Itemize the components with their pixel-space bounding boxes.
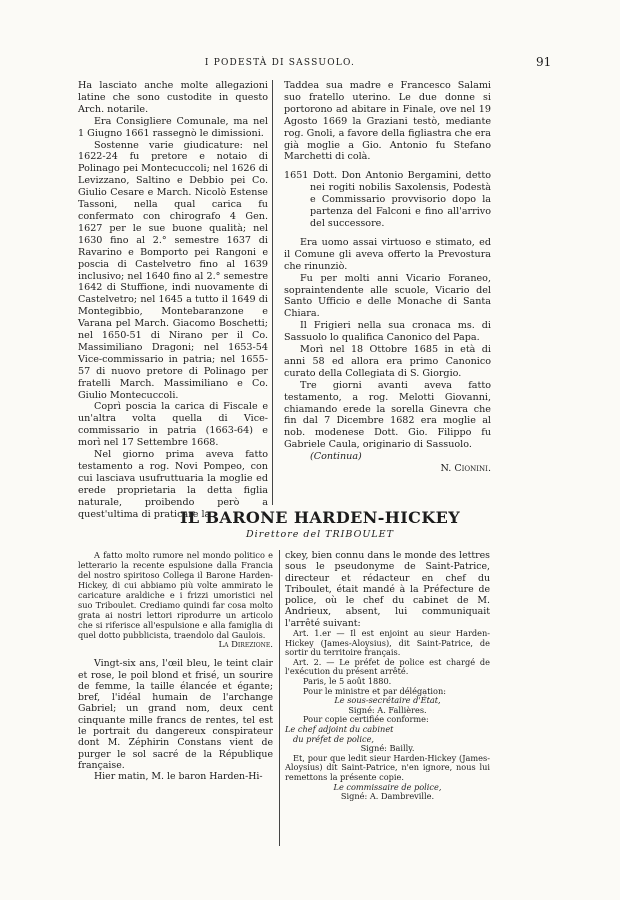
decree-line: Le sous-secrétaire d'État,	[334, 695, 441, 706]
continua-note: (Continua)	[310, 451, 362, 463]
left-column-upper	[78, 80, 268, 521]
right-column-lower	[285, 550, 490, 802]
decree-line: Le commissaire de police,	[333, 781, 442, 792]
paragraph: Era uomo assai virtuoso e stimato, ed il Comune gli aveva offerto la Prevostura che rinunziò.	[284, 236, 491, 272]
paragraph: Era Consigliere Comunale, ma nel 1 Giugno 1661 rassegnò le dimissioni.	[78, 115, 268, 139]
decree-article: Art. 1.er — Il est enjoint au sieur Harden-Hickey (James-Aloysius), dit Saint-Patrice, de sortir du territoire français.	[285, 628, 490, 658]
column-divider	[279, 550, 280, 846]
paragraph: Sostenne varie giudicature: nel 1622-24 fu pretore e notaio di Polinago pei Montecuccoli; nel 1626 di Levizzano, Saltino e Debbio pei Co. Giulio Cesare e March. Nicolò Estense Tassoni, nella qual carica fu confermato con chirografo 4 Gen. 1627 per le sue buone qualità; nel 1630 fino al 2.° semestre 1637 di Ravarino e Bomporto pei Rangoni e poscia di Castelvetro fino al 1639 inclusivo; nel 1640 fino al 2.° semestre 1642 di Stuffione, indi nuovamente di Castelvetro; nel 1645 a tutto il 1649 di Montegibbio, Montebaranzone e Varana pel March. Giacomo Boschetti; nel 1650-51 di Nirano per il Co. Massimiliano Dragoni; nel 1653-54 Vice-commissario in patria; nel 1655-57 di nuovo pretore di Polinago per fratelli March. Massimiliano e Co. Giulio Montecuccoli.	[78, 139, 268, 401]
note-signature: La Direzione.	[218, 640, 273, 650]
decree-block	[285, 629, 490, 802]
podesta-entry: 1651 Dott. Don Antonio Bergamini, detto nei rogiti nobilis Saxolensis, Podestà e Commissario provvisorio dopo la partenza del Falconi e fino all'arrivo del successore.	[284, 170, 491, 229]
paragraph: Ha lasciato anche molte allegazioni latine che sono custodite in questo Arch. notarile.	[78, 80, 268, 115]
decree-date: Paris, le 5 août 1880.	[303, 676, 392, 687]
decree-line: Le chef adjoint du cabinet	[285, 724, 394, 735]
paragraph: Il Frigieri nella sua cronaca ms. di Sassuolo lo qualifica Canonico del Papa.	[284, 320, 491, 344]
paragraph: Vingt-six ans, l'œil bleu, le teint clair et rose, le poil blond et frisé, un sourire de femme, la taille élancée et égante; bref, l'idéal humain de l'archange Gabriel; un grand nom, deux cent cinquante mille francs de rentes, tel est le portrait du dangereux conspirateur dont M. Zéphirin Constans vient de purger le sol sacré de la République française.	[78, 658, 273, 771]
right-column-upper	[284, 80, 491, 475]
left-column-lower	[78, 550, 273, 783]
decree-line: Signé: A. Dambreville.	[340, 791, 435, 802]
decree-line: Pour copie certifiée conforme:	[303, 714, 429, 725]
paragraph: Hier matin, M. le baron Harden-Hi-	[94, 771, 263, 783]
article-headline: IL BARONE HARDEN-HICKEY	[179, 508, 461, 527]
paragraph: Taddea sua madre e Francesco Salami suo fratello uterino. Le due donne si portorono ad abitare in Finale, ove nel 19 Agosto 1669 la Graziani testò, mediante rog. Gnoli, a favore della figliastra che era già moglie a Gio. Antonio fu Stefano Marchetti di colà.	[284, 80, 491, 163]
paragraph: Coprì poscia la carica di Fiscale e un'altra volta quella di Vice-commissario in patria (1663-64) e morì nel 17 Settembre 1668.	[78, 401, 268, 449]
decree-line: du préfet de police,	[293, 733, 375, 744]
paragraph: Nel giorno prima aveva fatto testamento a rog. Novi Pompeo, con cui lasciava usufruttuaria la moglie ed erede proprietaria la detta figlia naturale, proibendo però a quest'ultima di praticare la	[78, 449, 268, 520]
article-subtitle: Direttore del TRIBOULET	[246, 529, 394, 540]
decree-line: Signé: Bailly.	[360, 743, 415, 754]
running-title: I PODESTÀ DI SASSUOLO.	[204, 58, 356, 68]
editorial-note	[78, 550, 273, 651]
column-divider	[272, 80, 273, 505]
paragraph: Tre giorni avanti aveva fatto testamento, a rog. Melotti Giovanni, chiamando erede la sorella Ginevra che fin dal 7 Dicembre 1682 era moglie al nob. modenese Dott. Gio. Filippo fu Gabriele Caula, originario di Sassuolo.	[284, 379, 491, 451]
paragraph: Morì nel 18 Ottobre 1685 in età di anni 58 ed allora era primo Canonico curato della Collegiata di S. Giorgio.	[284, 344, 491, 379]
running-header	[0, 56, 620, 74]
decree-article: Art. 2. — Le préfet de police est chargé de l'exécution du présent arrêté.	[285, 656, 490, 677]
page-number: 91	[536, 55, 552, 69]
paragraph: ckey, bien connu dans le monde des lettres sous le pseudonyme de Saint-Patrice, directeur et rédacteur en chef du Triboulet, était mandé à la Préfecture de police, où le chef du cabinet de M. Andrieux, absent, lui communiquait l'arrêté suivant:	[285, 550, 490, 629]
decree-line: Pour le ministre et par délégation:	[303, 685, 447, 696]
note-text: A fatto molto rumore nel mondo politico e letterario la recente espulsione dalla Francia del nostro spiritoso Collega il Barone Harden-Hickey, di cui abbiamo più volte ammirato le caricature araldiche e i frizzi umoristici nel suo Triboulet. Crediamo quindi far cosa molto grata ai nostri lettori riprodurre un articolo che si riferisce all'espulsione e alla famiglia di quel dotto pubblicista, traendolo dal Gaulois.	[78, 550, 273, 640]
decree-closing: Et, pour que ledit sieur Harden-Hickey (James-Aloysius) dit Saint-Patrice, n'en ignore, nous lui remettons la présente copie.	[285, 752, 490, 782]
decree-line: Signé: A. Fallières.	[348, 704, 427, 715]
author-signature: N. Cionini.	[440, 463, 491, 475]
paragraph: Fu per molti anni Vicario Foraneo, sopraintendente alle scuole, Vicario del Santo Ufficio e delle Monache di Santa Chiara.	[284, 272, 491, 320]
